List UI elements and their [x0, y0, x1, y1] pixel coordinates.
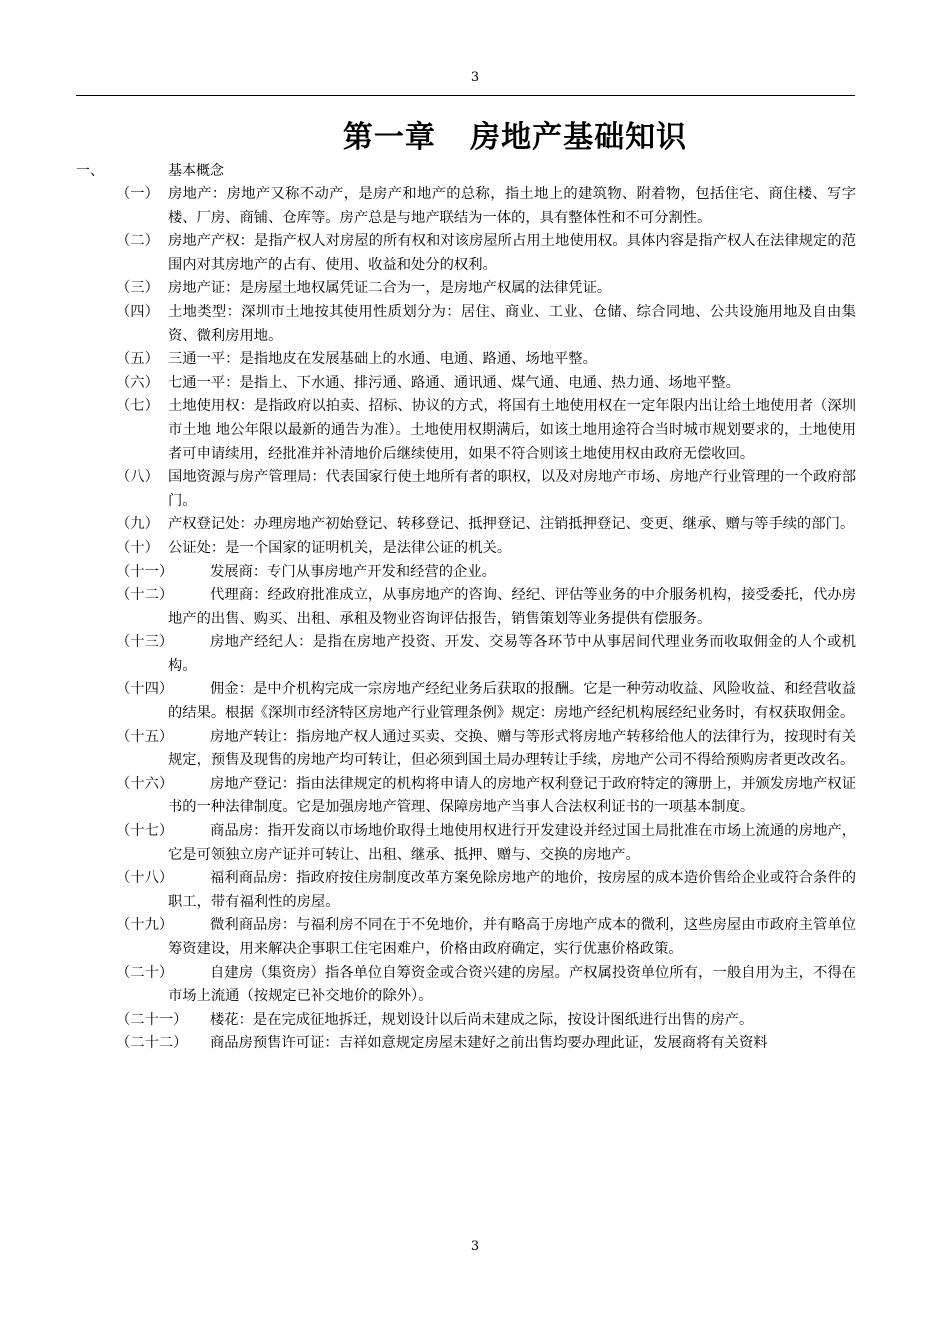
header-page-number: 3	[470, 70, 480, 85]
item-text: 福利商品房：指政府按住房制度改革方案免除房地产的地价，按房屋的成本造价售给企业或符合条件的职工，带有福利性的房屋。	[168, 870, 856, 910]
item-label: （三）	[116, 280, 159, 297]
item-text: 七通一平：是指上、下水通、排污通、路通、通讯通、煤气通、电通、热力通、场地平整。	[168, 374, 740, 391]
item-label: （二十一）	[116, 1011, 188, 1028]
definition-item	[0, 773, 856, 820]
item-label: （二）	[116, 233, 159, 250]
definition-list	[0, 183, 950, 1056]
item-label: （十九）	[116, 917, 174, 934]
item-text: 商品房预售许可证：吉祥如意规定房屋未建好之前出售均要办理此证，发展商将有关资料	[210, 1035, 768, 1052]
item-text: 发展商：专门从事房地产开发和经营的企业。	[210, 563, 496, 580]
definition-item	[0, 230, 856, 277]
item-text: 产权登记处：办理房地产初始登记、转移登记、抵押登记、注销抵押登记、变更、继承、赠与等手续的部门。	[168, 516, 855, 533]
item-text: 三通一平：是指地皮在发展基础上的水通、电通、路通、场地平整。	[168, 351, 597, 368]
item-text: 土地使用权：是指政府以拍卖、招标、协议的方式，将国有土地使用权在一定年限内出让给土地使用者（深圳市土地 地公年限以最新的通告为准）。土地使用权期满后，如该土地用途符合当时城市规划要求的，土地使用者可申请续用，经批准并补清地价后继续使用，如果不符合则该土地使用权由政府无偿收回。	[168, 398, 856, 462]
definition-item	[0, 348, 856, 372]
definition-item	[0, 584, 856, 631]
item-text: 自建房（集资房）指各单位自筹资金或合资兴建的房屋。产权属投资单位所有，一般自用为主，不得在市场上流通（按规定已补交地价的除外）。	[168, 964, 856, 1005]
chapter-title: 第一章 房地产基础知识	[342, 120, 688, 155]
item-text: 房地产证：是房屋土地权属凭证二合为一，是房地产权属的法律凭证。	[168, 280, 612, 297]
item-label: （八）	[116, 469, 159, 486]
item-text: 商品房：指开发商以市场地价取得土地使用权进行开发建设并经过国土局批准在市场上流通的房地产，它是可领独立房产证并可转让、出租、继承、抵押、赠与、交换的房地产。	[168, 823, 856, 863]
item-label: （十五）	[116, 728, 174, 745]
item-text: 房地产产权：是指产权人对房屋的所有权和对该房屋所占用土地使用权。具体内容是指产权人在法律规定的范围内对其房地产的占有、使用、收益和处分的权利。	[168, 233, 856, 273]
item-text: 房地产登记：指由法律规定的机构将申请人的房地产权利登记于政府特定的簿册上，并颁发房地产权证书的一种法律制度。它是加强房地产管理、保障房地产当事人合法权利证书的一项基本制度。	[168, 775, 856, 816]
item-label: （十二）	[116, 587, 174, 604]
definition-item	[0, 1009, 856, 1033]
item-label: （四）	[116, 303, 159, 320]
item-label: （十）	[116, 539, 159, 556]
footer-page-number: 3	[470, 1239, 480, 1254]
item-text: 楼花：是在完成征地拆迁，规划设计以后尚未建成之际，按设计图纸进行出售的房产。	[210, 1011, 754, 1028]
definition-item	[0, 561, 856, 585]
item-label: （一）	[116, 186, 159, 202]
definition-item	[0, 372, 856, 396]
item-label: （十一）	[116, 563, 174, 580]
section-number: 一、	[76, 163, 104, 179]
definition-item	[0, 277, 856, 301]
item-label: （六）	[116, 374, 159, 391]
item-text: 房地产：房地产又称不动产，是房产和地产的总称，指土地上的建筑物、附着物，包括住宅、商住楼、写字楼、厂房、商铺、仓库等。房产总是与地产联结为一体的，具有整体性和不可分割性。	[168, 186, 856, 226]
item-label: （二十）	[116, 964, 174, 981]
item-label: （十四）	[116, 681, 174, 698]
section-title: 基本概念	[168, 163, 224, 179]
item-text: 房地产经纪人：是指在房地产投资、开发、交易等各环节中从事居间代理业务而收取佣金的人个或机构。	[168, 634, 856, 674]
definition-item	[0, 631, 856, 678]
definition-item	[0, 678, 856, 725]
item-label: （九）	[116, 516, 159, 533]
item-text: 微利商品房：与福利房不同在于不免地价，并有略高于房地产成本的微利，这些房屋由市政府主管单位筹资建设，用来解决企事职工住宅困难户，价格由政府确定，实行优惠价格政策。	[168, 917, 856, 957]
item-text: 佣金：是中介机构完成一宗房地产经纪业务后获取的报酬。它是一种劳动收益、风险收益、和经营收益的结果。根据《深圳市经济特区房地产行业管理条例》规定：房地产经纪机构展经纪业务时，有权获取佣金。	[168, 681, 856, 722]
definition-item	[0, 1032, 856, 1056]
definition-item	[0, 537, 856, 561]
item-text: 代理商：经政府批准成立，从事房地产的咨询、经纪、评估等业务的中介服务机构，接受委托，代办房地产的出售、购买、出租、承租及物业咨询评估报告，销售策划等业务提供有偿服务。	[168, 587, 856, 627]
header-divider	[76, 95, 855, 96]
definition-item	[0, 183, 856, 230]
item-text: 国地资源与房产管理局：代表国家行使土地所有者的职权，以及对房地产市场、房地产行业管理的一个政府部门。	[168, 469, 856, 509]
definition-item	[0, 466, 856, 513]
definition-item	[0, 914, 856, 961]
item-label: （十七）	[116, 823, 174, 840]
item-text: 公证处：是一个国家的证明机关，是法律公证的机关。	[168, 539, 512, 556]
item-text: 土地类型：深圳市土地按其使用性质划分为：居住、商业、工业、仓储、综合同地、公共设施用地及自由集资、微利房用地。	[168, 303, 856, 344]
item-label: （十六）	[116, 775, 174, 792]
definition-item	[0, 513, 856, 537]
definition-item	[0, 726, 856, 773]
definition-item	[0, 867, 856, 914]
item-label: （二十二）	[116, 1035, 188, 1052]
item-label: （十三）	[116, 634, 174, 651]
item-text: 房地产转让：指房地产权人通过买卖、交换、赠与等形式将房地产转移给他人的法律行为，按现时有关规定，预售及现售的房地产均可转让，但必须到国土局办理转让手续，房地产公司不得给预购房者更改改名。	[168, 728, 856, 769]
definition-item	[0, 395, 856, 466]
definition-item	[0, 301, 856, 348]
definition-item	[0, 962, 856, 1009]
definition-item	[0, 820, 856, 867]
item-label: （十八）	[116, 870, 174, 887]
item-label: （五）	[116, 351, 159, 368]
item-label: （七）	[116, 398, 159, 415]
